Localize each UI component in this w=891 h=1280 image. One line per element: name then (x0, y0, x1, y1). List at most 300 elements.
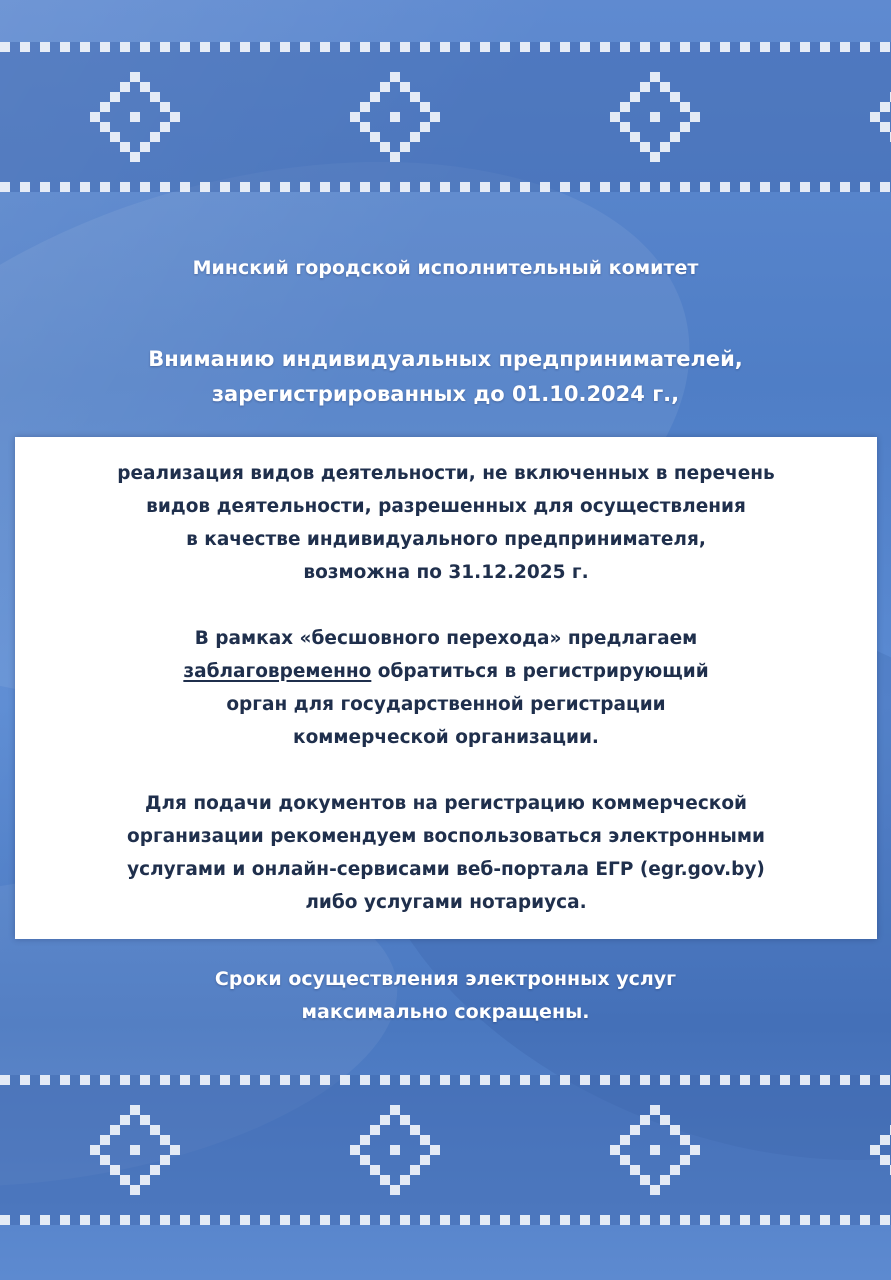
ornament-pixel (420, 1215, 430, 1225)
ornament-pixel (240, 1075, 250, 1085)
ornament-pixel (280, 182, 290, 192)
ornament-pixel (500, 42, 510, 52)
ornament-pixel (600, 1075, 610, 1085)
ornament-pixel (870, 112, 880, 122)
ornament-pixel (630, 132, 640, 142)
ornament-pixel (680, 1135, 690, 1145)
ornament-band-top (0, 42, 891, 192)
ornament-pixel (600, 182, 610, 192)
ornament-pixel (400, 1175, 410, 1185)
ornament-pixel (720, 182, 730, 192)
ornament-pixel (390, 1105, 400, 1115)
ornament-pixel (380, 142, 390, 152)
ornament-pixel (140, 42, 150, 52)
ornament-pixel (720, 1075, 730, 1085)
ornament-pixel (430, 1145, 440, 1155)
ornament-pixel (300, 1215, 310, 1225)
ornament-pixel (740, 1215, 750, 1225)
ornament-pixel (640, 82, 650, 92)
ornament-pixel (440, 182, 450, 192)
ornament-pixel (40, 1215, 50, 1225)
ornament-pixel (480, 182, 490, 192)
ornament-pixel (420, 1155, 430, 1165)
ornament-pixel (110, 132, 120, 142)
ornament-pixel (670, 132, 680, 142)
ornament-pixel (410, 132, 420, 142)
ornament-pixel (180, 1075, 190, 1085)
ornament-pixel (680, 1075, 690, 1085)
ornament-pixel (360, 102, 370, 112)
ornament-pixel (130, 1185, 140, 1195)
ornament-pixel (580, 1215, 590, 1225)
ornament-pixel (800, 182, 810, 192)
notice-line: В рамках «бесшовного перехода» предлагаем (194, 628, 698, 649)
ornament-pixel (160, 182, 170, 192)
ornament-pixel (460, 182, 470, 192)
ornament-pixel (350, 112, 360, 122)
ornament-pixel (340, 1215, 350, 1225)
ornament-pixel (780, 182, 790, 192)
ornament-pixel (640, 142, 650, 152)
ornament-pixel (870, 1145, 880, 1155)
ornament-pixel (420, 1075, 430, 1085)
ornament-pixel (120, 42, 130, 52)
ornament-pixel (760, 42, 770, 52)
ornament-pixel (60, 1075, 70, 1085)
ornament-pixel (420, 122, 430, 132)
ornament-pixel (370, 1125, 380, 1135)
ornament-pixel (130, 112, 140, 122)
ornament-pixel (860, 1215, 870, 1225)
ornament-pixel (580, 42, 590, 52)
ornament-pixel (410, 1165, 420, 1175)
ornament-pixel (100, 182, 110, 192)
ornament-pixel (690, 112, 700, 122)
ornament-pixel (0, 42, 10, 52)
ornament-pixel (670, 1125, 680, 1135)
ornament-pixel (880, 102, 890, 112)
ornament-pixel (440, 1215, 450, 1225)
ornament-pixel (300, 182, 310, 192)
ornament-pixel (660, 142, 670, 152)
ornament-pixel (360, 1075, 370, 1085)
ornament-pixel (260, 182, 270, 192)
ornament-pixel (280, 1215, 290, 1225)
ornament-pixel (540, 1075, 550, 1085)
notice-line: реализация видов деятельности, не включенных в перечень (117, 463, 775, 484)
ornament-pixel (540, 42, 550, 52)
ornament-pixel (0, 1075, 10, 1085)
ornament-pixel (680, 1155, 690, 1165)
ornament-pixel (700, 1075, 710, 1085)
ornament-pixel (20, 1075, 30, 1085)
ornament-pixel (370, 132, 380, 142)
ornament-pixel (760, 182, 770, 192)
ornament-pixel (120, 1175, 130, 1185)
ornament-pixel (560, 1075, 570, 1085)
ornament-pixel (160, 1075, 170, 1085)
ornament-pixel (130, 1145, 140, 1155)
ornament-pixel (380, 182, 390, 192)
ornament-pixel (560, 42, 570, 52)
ornament-pixel (100, 42, 110, 52)
ornament-pixel (150, 1125, 160, 1135)
ornament-pixel (380, 1115, 390, 1125)
ornament-pixel (650, 112, 660, 122)
ornament-pixel (100, 1155, 110, 1165)
ornament-pixel (400, 1215, 410, 1225)
ornament-pixel (680, 42, 690, 52)
ornament-pixel (720, 42, 730, 52)
ornament-pixel (320, 42, 330, 52)
ornament-pixel (100, 102, 110, 112)
ornament-pixel (140, 1215, 150, 1225)
notice-paragraph-1 (15, 457, 877, 589)
ornament-pixel (110, 1165, 120, 1175)
ornament-pixel (140, 1115, 150, 1125)
ornament-pixel (360, 1135, 370, 1145)
notice-line: услугами и онлайн-сервисами веб-портала ЕГР (egr.gov.by) (127, 859, 765, 880)
ornament-pixel (200, 182, 210, 192)
ornament-pixel (500, 182, 510, 192)
ornament-pixel (400, 1115, 410, 1125)
ornament-pixel (680, 102, 690, 112)
ornament-pixel (400, 182, 410, 192)
ornament-pixel (260, 42, 270, 52)
ornament-pixel (560, 1215, 570, 1225)
ornament-pixel (880, 122, 890, 132)
ornament-pixel (240, 42, 250, 52)
ornament-pixel (640, 1175, 650, 1185)
ornament-pixel (20, 182, 30, 192)
ornament-pixel (840, 182, 850, 192)
ornament-pixel (820, 1215, 830, 1225)
ornament-pixel (740, 1075, 750, 1085)
notice-line: видов деятельности, разрешенных для осуществления (146, 496, 746, 517)
ornament-pixel (520, 182, 530, 192)
ornament-pixel (80, 182, 90, 192)
ornament-pixel (780, 1075, 790, 1085)
ornament-pixel (80, 42, 90, 52)
ornament-pixel (160, 122, 170, 132)
notice-line: орган для государственной регистрации (226, 694, 666, 715)
ornament-pixel (400, 142, 410, 152)
ornament-pixel (720, 1215, 730, 1225)
ornament-pixel (650, 152, 660, 162)
ornament-pixel (260, 1075, 270, 1085)
ornament-pixel (300, 1075, 310, 1085)
ornament-pixel (120, 1215, 130, 1225)
ornament-pixel (620, 182, 630, 192)
notice-line: Для подачи документов на регистрацию коммерческой (144, 793, 748, 814)
ornament-pixel (820, 182, 830, 192)
ornament-pixel (760, 1215, 770, 1225)
ornament-pixel (360, 122, 370, 132)
ornament-pixel (620, 1135, 630, 1145)
ornament-pixel (220, 1075, 230, 1085)
ornament-pixel (630, 1165, 640, 1175)
ornament-pixel (380, 1175, 390, 1185)
ornament-pixel (140, 1075, 150, 1085)
ornament-pixel (220, 1215, 230, 1225)
ornament-pixel (350, 1145, 360, 1155)
ornament-pixel (320, 1215, 330, 1225)
ornament-pixel (170, 112, 180, 122)
closing-statement (0, 963, 891, 1029)
ornament-pixel (100, 1135, 110, 1145)
ornament-pixel (340, 1075, 350, 1085)
ornament-pixel (160, 102, 170, 112)
ornament-pixel (120, 1075, 130, 1085)
ornament-pixel (700, 182, 710, 192)
ornament-pixel (60, 182, 70, 192)
ornament-pixel (500, 1215, 510, 1225)
ornament-pixel (120, 182, 130, 192)
ornament-pixel (20, 1215, 30, 1225)
notice-paragraph-3 (15, 787, 877, 919)
ornament-pixel (110, 92, 120, 102)
ornament-pixel (780, 1215, 790, 1225)
ornament-pixel (150, 132, 160, 142)
notice-paragraph-2 (15, 622, 877, 754)
ornament-pixel (340, 42, 350, 52)
ornament-pixel (380, 82, 390, 92)
ornament-pixel (740, 182, 750, 192)
ornament-pixel (220, 182, 230, 192)
ornament-pixel (540, 1215, 550, 1225)
ornament-pixel (200, 42, 210, 52)
ornament-pixel (480, 1075, 490, 1085)
ornament-pixel (100, 122, 110, 132)
ornament-pixel (460, 1075, 470, 1085)
ornament-pixel (360, 1155, 370, 1165)
ornament-pixel (480, 1215, 490, 1225)
ornament-pixel (40, 42, 50, 52)
ornament-pixel (800, 1075, 810, 1085)
ornament-pixel (640, 1075, 650, 1085)
ornament-pixel (60, 1215, 70, 1225)
ornament-pixel (580, 1075, 590, 1085)
ornament-pixel (650, 1185, 660, 1195)
ornament-pixel (650, 1145, 660, 1155)
ornament-pixel (660, 1215, 670, 1225)
ornament-pixel (180, 1215, 190, 1225)
ornament-pixel (0, 182, 10, 192)
notice-box (15, 437, 877, 939)
ornament-pixel (120, 142, 130, 152)
ornament-pixel (520, 1075, 530, 1085)
ornament-pixel (520, 42, 530, 52)
ornament-pixel (100, 1215, 110, 1225)
ornament-pixel (240, 1215, 250, 1225)
ornament-pixel (140, 82, 150, 92)
ornament-pixel (80, 1075, 90, 1085)
ornament-pixel (800, 42, 810, 52)
ornament-pixel (620, 1075, 630, 1085)
ornament-pixel (620, 1155, 630, 1165)
ornament-pixel (390, 112, 400, 122)
ornament-pixel (140, 1175, 150, 1185)
ornament-pixel (420, 182, 430, 192)
ornament-pixel (650, 1105, 660, 1115)
ornament-pixel (400, 82, 410, 92)
ornament-pixel (620, 102, 630, 112)
ornament-pixel (640, 1115, 650, 1125)
ornament-pixel (380, 1215, 390, 1225)
ornament-band-bottom (0, 1075, 891, 1225)
ornament-pixel (660, 42, 670, 52)
notice-line: в качестве индивидуального предпринимателя, (186, 529, 706, 550)
ornament-pixel (660, 1175, 670, 1185)
ornament-pixel (360, 1215, 370, 1225)
ornament-pixel (360, 42, 370, 52)
ornament-pixel (880, 182, 890, 192)
ornament-pixel (620, 122, 630, 132)
ornament-pixel (880, 1155, 890, 1165)
ornament-pixel (40, 182, 50, 192)
ornament-pixel (390, 1185, 400, 1195)
ornament-pixel (660, 82, 670, 92)
ornament-pixel (340, 182, 350, 192)
ornament-pixel (110, 1125, 120, 1135)
ornament-pixel (610, 1145, 620, 1155)
ornament-pixel (160, 42, 170, 52)
ornament-pixel (120, 1115, 130, 1125)
notice-line-rest: обратиться в регистрирующий (371, 661, 709, 682)
ornament-pixel (200, 1215, 210, 1225)
closing-line: Сроки осуществления электронных услуг (214, 968, 677, 990)
ornament-pixel (200, 1075, 210, 1085)
ornament-pixel (410, 92, 420, 102)
ornament-pixel (880, 1135, 890, 1145)
ornament-pixel (150, 92, 160, 102)
ornament-pixel (840, 42, 850, 52)
ornament-pixel (400, 42, 410, 52)
ornament-pixel (880, 1075, 890, 1085)
ornament-pixel (660, 182, 670, 192)
ornament-pixel (0, 1215, 10, 1225)
ornament-pixel (160, 1215, 170, 1225)
ornament-pixel (130, 72, 140, 82)
ornament-pixel (150, 1165, 160, 1175)
ornament-pixel (220, 42, 230, 52)
ornament-pixel (820, 1075, 830, 1085)
ornament-pixel (390, 72, 400, 82)
notice-line: организации рекомендуем воспользоваться электронными (127, 826, 765, 847)
ornament-pixel (400, 1075, 410, 1085)
ornament-pixel (160, 1135, 170, 1145)
ornament-pixel (380, 42, 390, 52)
ornament-pixel (370, 1165, 380, 1175)
ornament-pixel (760, 1075, 770, 1085)
ornament-pixel (80, 1215, 90, 1225)
ornament-pixel (320, 1075, 330, 1085)
ornament-pixel (820, 42, 830, 52)
ornament-pixel (130, 1105, 140, 1115)
ornament-pixel (600, 1215, 610, 1225)
ornament-pixel (320, 182, 330, 192)
underlined-word: заблаговременно (183, 661, 372, 682)
ornament-pixel (180, 182, 190, 192)
ornament-pixel (410, 1125, 420, 1135)
ornament-pixel (390, 1145, 400, 1155)
ornament-pixel (380, 1075, 390, 1085)
ornament-pixel (260, 1215, 270, 1225)
ornament-pixel (360, 182, 370, 192)
ornament-pixel (640, 182, 650, 192)
ornament-pixel (840, 1215, 850, 1225)
attention-line: Вниманию индивидуальных предпринимателей, (148, 347, 743, 371)
ornament-pixel (390, 152, 400, 162)
attention-line: зарегистрированных до 01.10.2024 г., (211, 382, 680, 406)
ornament-pixel (860, 182, 870, 192)
ornament-pixel (370, 92, 380, 102)
ornament-pixel (560, 182, 570, 192)
ornament-pixel (680, 1215, 690, 1225)
ornament-pixel (680, 122, 690, 132)
ornament-pixel (860, 1075, 870, 1085)
ornament-pixel (580, 182, 590, 192)
ornament-pixel (880, 42, 890, 52)
ornament-pixel (420, 1135, 430, 1145)
ornament-pixel (100, 1075, 110, 1085)
ornament-pixel (460, 1215, 470, 1225)
ornament-pixel (630, 92, 640, 102)
ornament-pixel (840, 1075, 850, 1085)
ornament-pixel (420, 102, 430, 112)
ornament-pixel (650, 72, 660, 82)
ornament-pixel (610, 112, 620, 122)
ornament-pixel (540, 182, 550, 192)
ornament-pixel (860, 42, 870, 52)
ornament-pixel (600, 42, 610, 52)
ornament-pixel (140, 182, 150, 192)
ornament-pixel (780, 42, 790, 52)
ornament-pixel (60, 42, 70, 52)
ornament-pixel (120, 82, 130, 92)
ornament-pixel (430, 112, 440, 122)
ornament-pixel (280, 1075, 290, 1085)
ornament-pixel (620, 42, 630, 52)
ornament-pixel (240, 182, 250, 192)
ornament-pixel (740, 42, 750, 52)
ornament-pixel (180, 42, 190, 52)
ornament-pixel (170, 1145, 180, 1155)
ornament-pixel (620, 1215, 630, 1225)
ornament-pixel (300, 42, 310, 52)
ornament-pixel (90, 112, 100, 122)
ornament-pixel (280, 42, 290, 52)
notice-line: коммерческой организации. (293, 727, 599, 748)
ornament-pixel (90, 1145, 100, 1155)
ornament-pixel (660, 1075, 670, 1085)
ornament-pixel (40, 1075, 50, 1085)
notice-line (15, 655, 877, 688)
ornament-pixel (500, 1075, 510, 1085)
ornament-pixel (680, 182, 690, 192)
ornament-pixel (480, 42, 490, 52)
ornament-pixel (670, 1165, 680, 1175)
committee-title: Минский городской исполнительный комитет (192, 257, 699, 279)
ornament-pixel (670, 92, 680, 102)
attention-heading (0, 342, 891, 412)
ornament-pixel (660, 1115, 670, 1125)
ornament-pixel (630, 1125, 640, 1135)
ornament-pixel (690, 1145, 700, 1155)
ornament-pixel (800, 1215, 810, 1225)
closing-line: максимально сокращены. (301, 1001, 590, 1023)
notice-line: либо услугами нотариуса. (305, 892, 587, 913)
